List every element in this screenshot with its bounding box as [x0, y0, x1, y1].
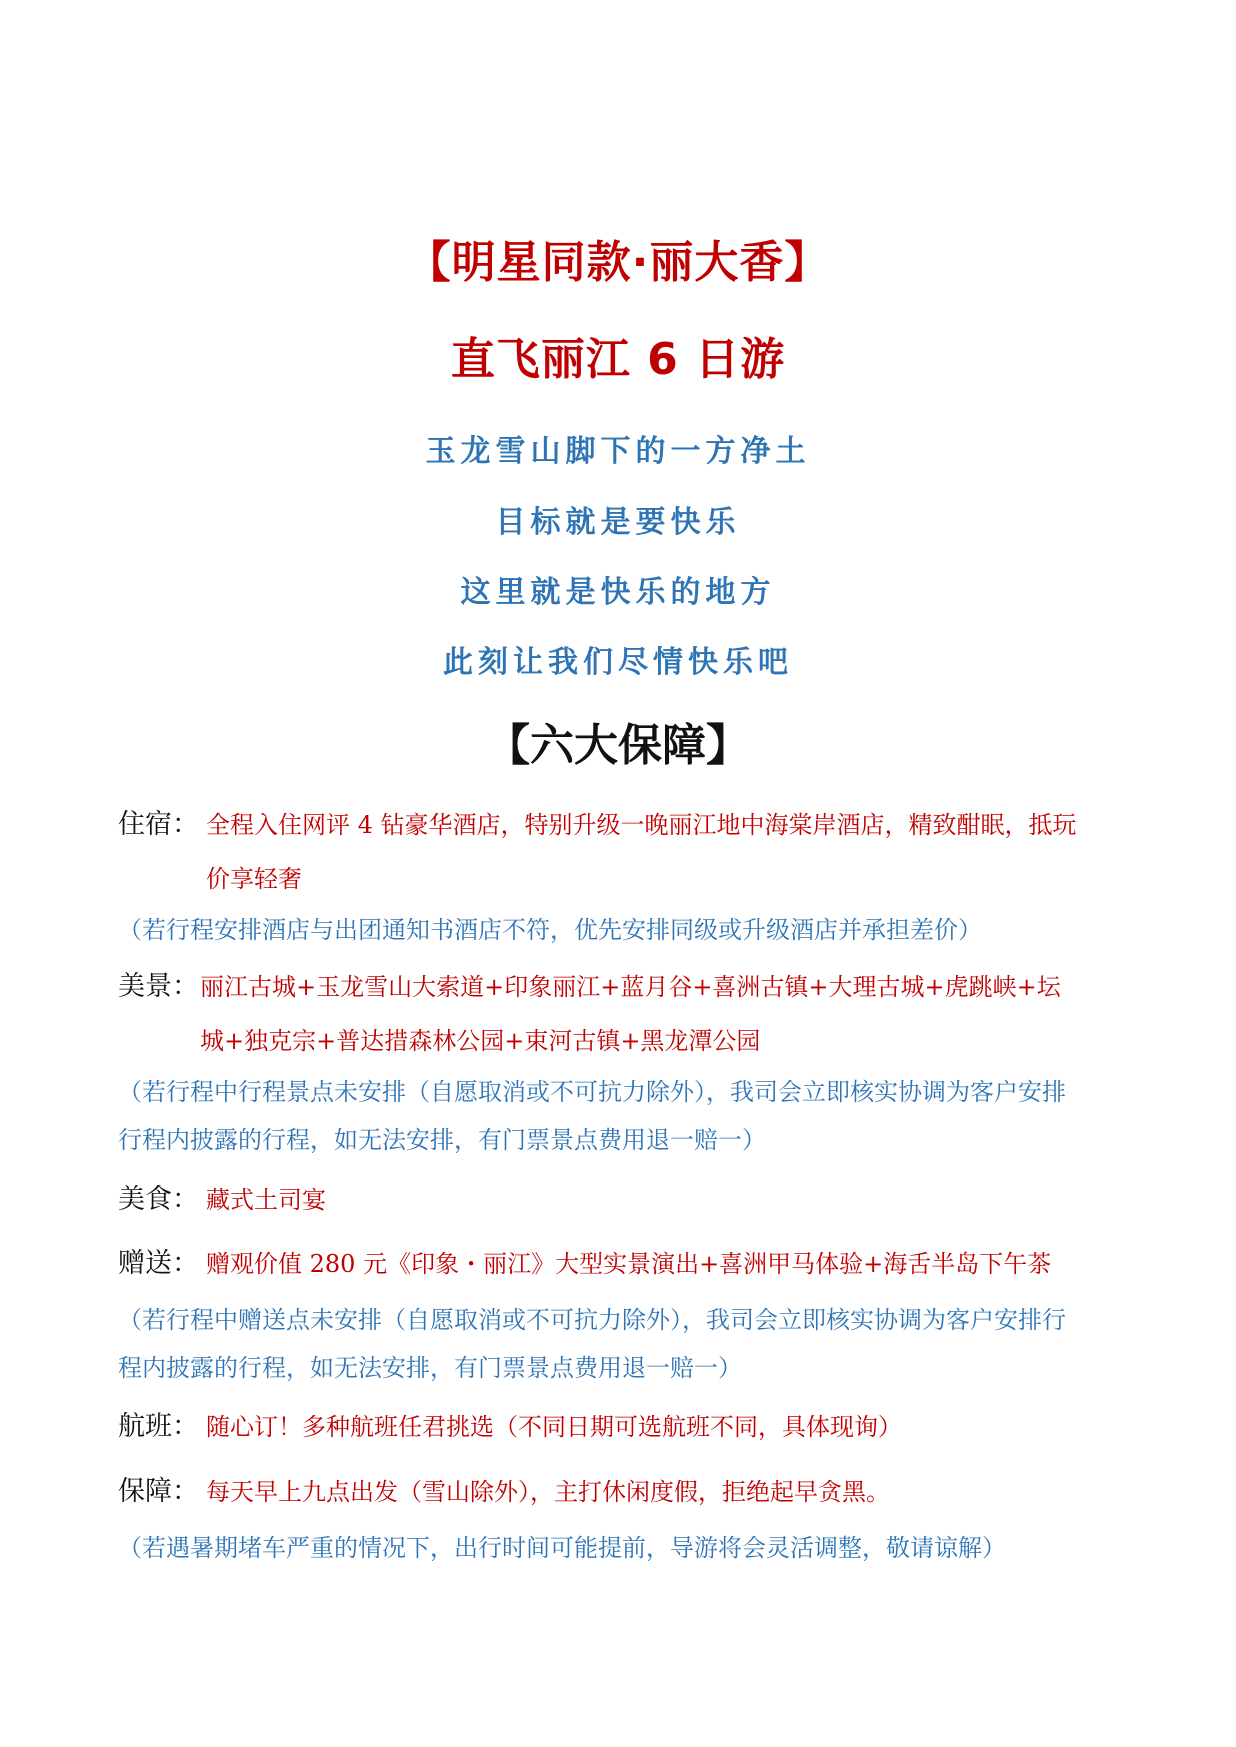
guarantee-scenery	[118, 960, 1078, 1068]
gift-note: （若行程中赠送点未安排（自愿取消或不可抗力除外），我司会立即核实协调为客户安排行程内披露的行程，如无法安排，有门票景点费用退一赔一）	[118, 1306, 1066, 1382]
schedule-content: 每天早上九点出发（雪山除外），主打休闲度假，拒绝起早贪黑。	[206, 1478, 890, 1506]
schedule-note: （若遇暑期堵车严重的情况下，出行时间可能提前，导游将会灵活调整，敬请谅解）	[118, 1534, 1006, 1562]
slogan-2: 目标就是要快乐	[495, 505, 741, 540]
scenery-content: 丽江古城+玉龙雪山大索道+印象丽江+蓝月谷+喜洲古镇+大理古城+虎跳峡+坛城+独克宗+普达措森林公园+束河古镇+黑龙潭公园	[200, 973, 1061, 1055]
scenery-note: （若行程中行程景点未安排（自愿取消或不可抗力除外），我司会立即核实协调为客户安排行程内披露的行程，如无法安排，有门票景点费用退一赔一）	[118, 1078, 1066, 1154]
guarantee-lodging	[118, 798, 1078, 906]
food-label: 美食：	[118, 1184, 199, 1215]
food-content: 藏式土司宴	[206, 1186, 326, 1214]
flight-label: 航班：	[118, 1411, 199, 1442]
guarantee-gift	[118, 1237, 1078, 1291]
lodging-note: （若行程安排酒店与出团通知书酒店不符，优先安排同级或升级酒店并承担差价）	[118, 916, 982, 944]
title-line-1: 【明星同款·丽大香】	[406, 237, 830, 288]
guarantee-flight	[118, 1400, 1078, 1454]
scenery-label: 美景：	[118, 971, 199, 1002]
lodging-label: 住宿：	[118, 809, 199, 840]
section-title: 【六大保障】	[486, 720, 750, 771]
slogan-3: 这里就是快乐的地方	[460, 575, 776, 610]
schedule-label: 保障：	[118, 1476, 199, 1507]
guarantee-food	[118, 1173, 1078, 1227]
lodging-content: 全程入住网评 4 钻豪华酒店，特别升级一晚丽江地中海棠岸酒店，精致酣眠，抵玩价享轻奢	[206, 811, 1077, 893]
slogan-4: 此刻让我们尽情快乐吧	[443, 645, 793, 680]
title-line-2: 直飞丽江 6 日游	[450, 334, 786, 385]
gift-content: 赠观价值 280 元《印象・丽江》大型实景演出+喜洲甲马体验+海舌半岛下午茶	[206, 1250, 1052, 1278]
flight-content: 随心订！多种航班任君挑选（不同日期可选航班不同，具体现询）	[206, 1413, 902, 1441]
slogan-1: 玉龙雪山脚下的一方净土	[425, 434, 811, 469]
gift-label: 赠送：	[118, 1248, 199, 1279]
guarantee-schedule	[118, 1465, 1078, 1519]
